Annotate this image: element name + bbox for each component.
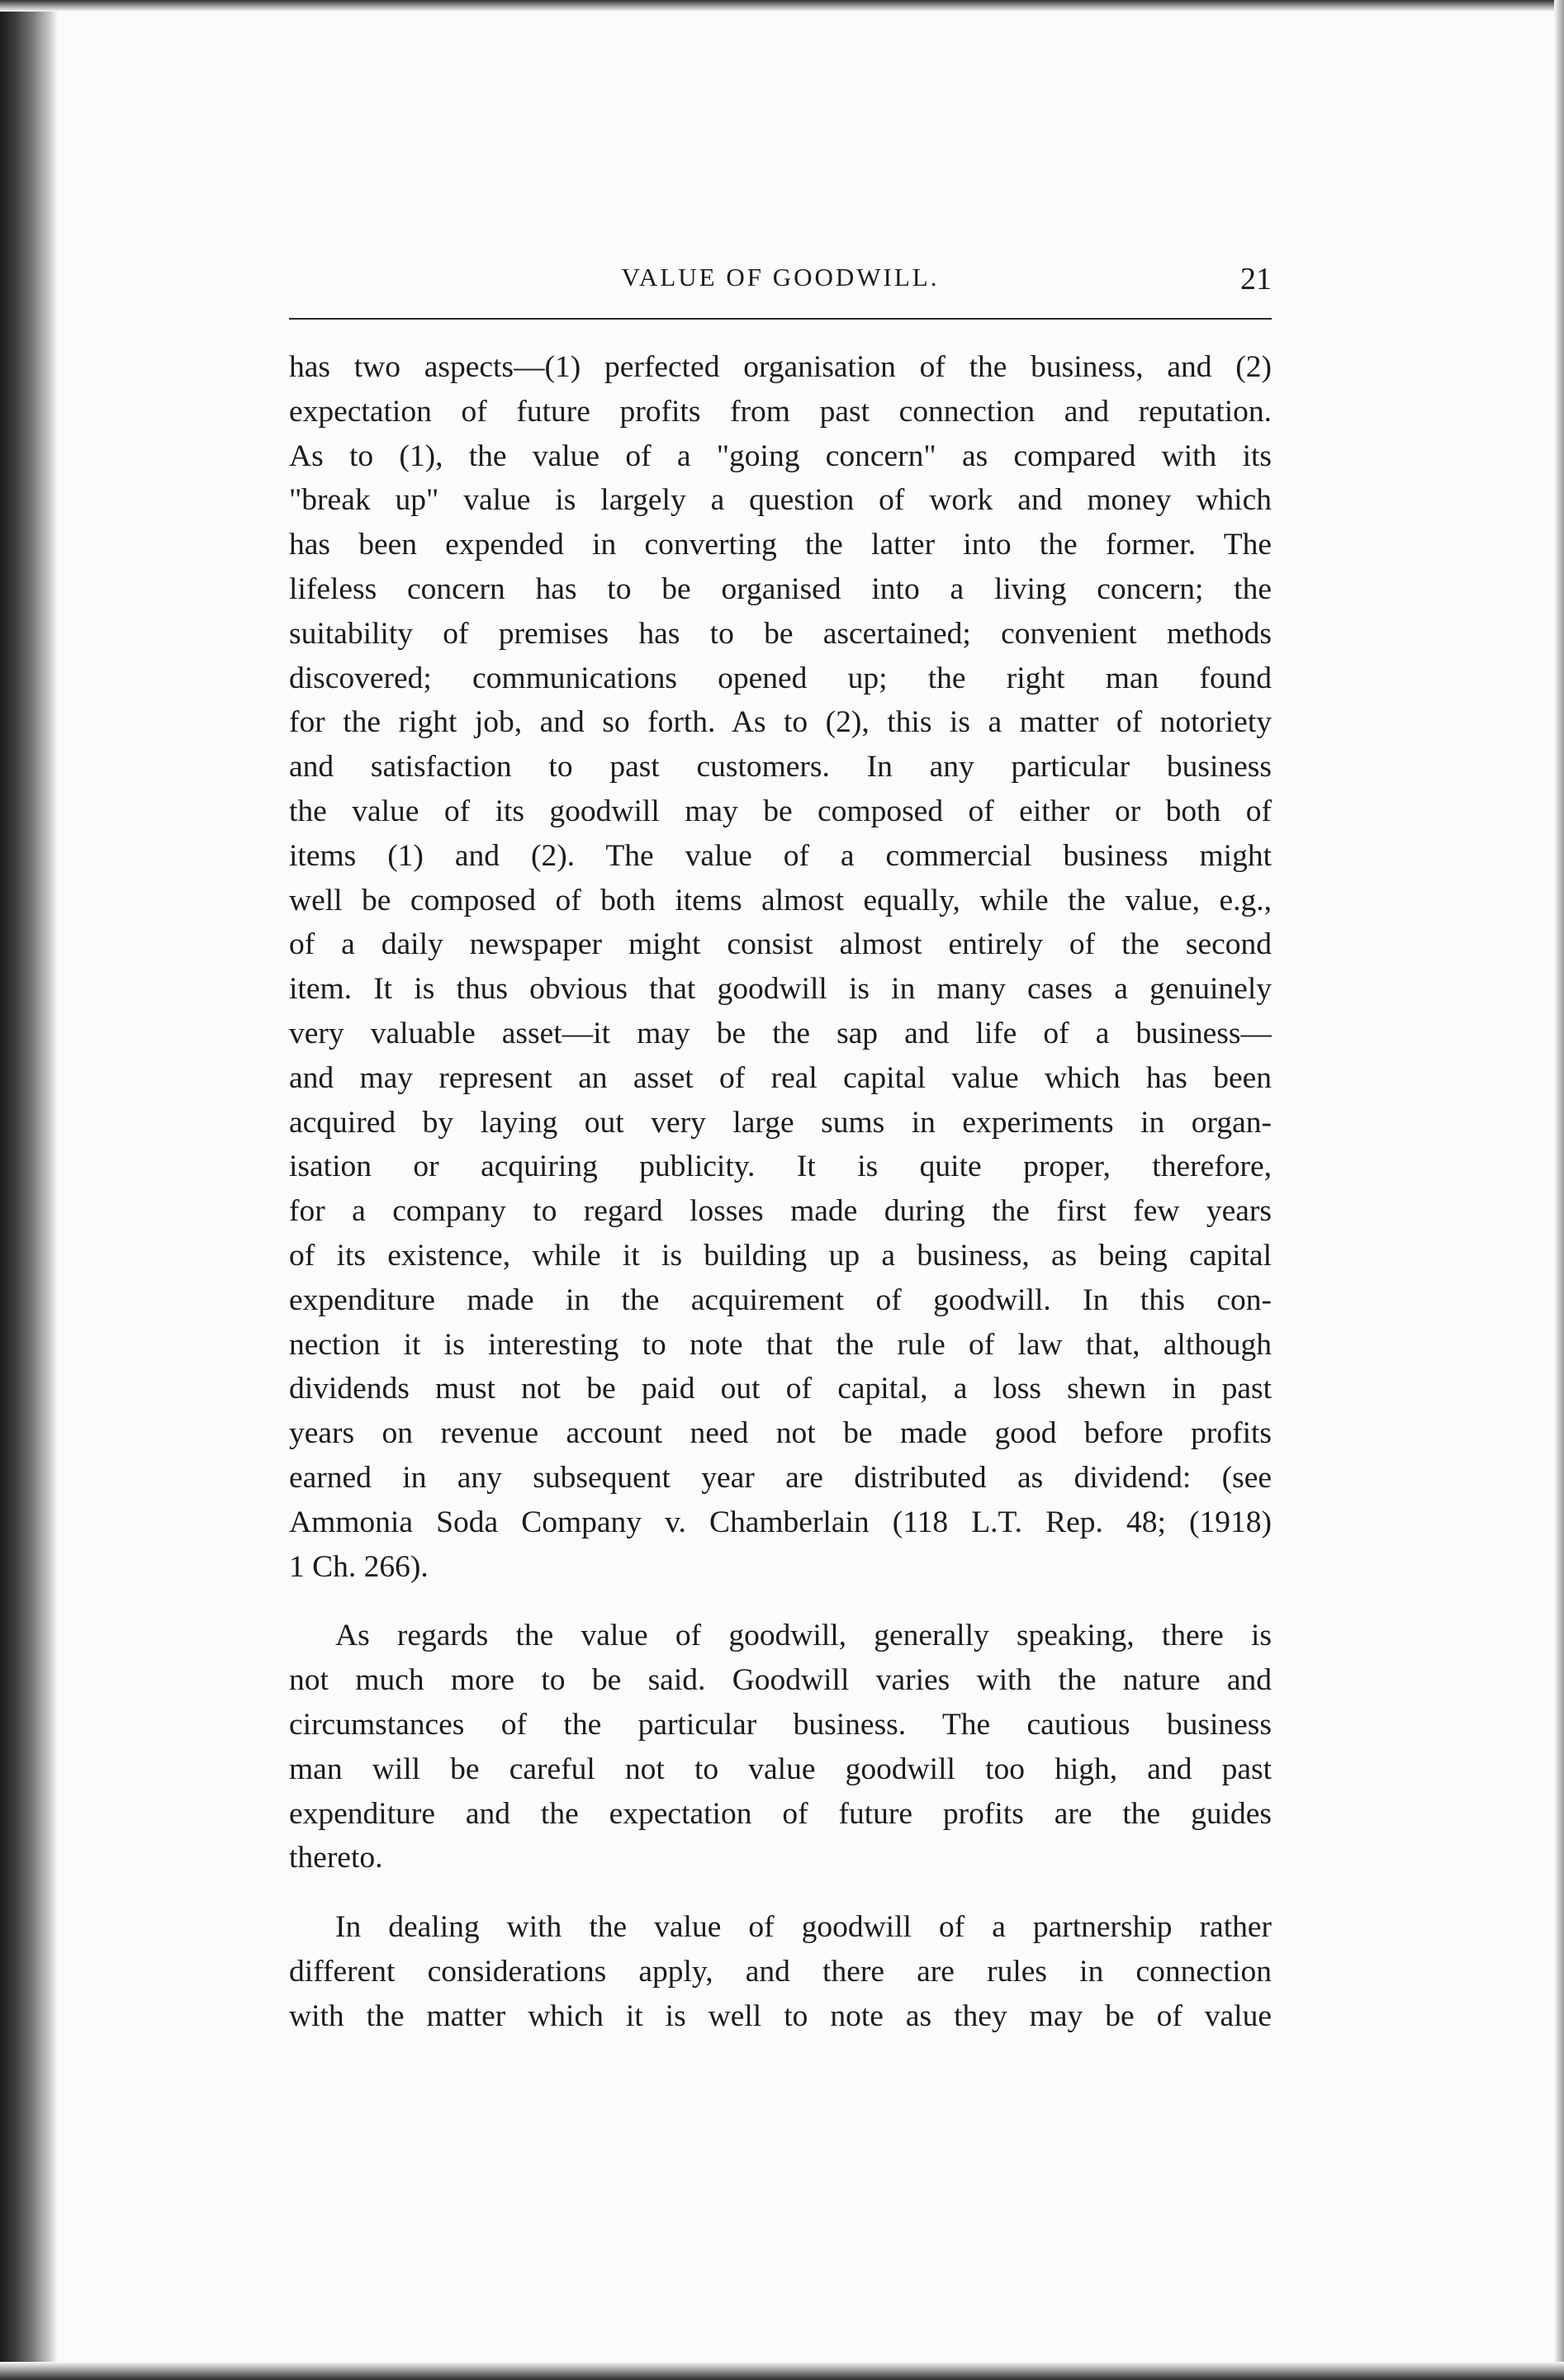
paragraph-1 <box>289 345 1272 1589</box>
text-line: thereto. <box>289 1841 383 1875</box>
text-line: expenditure and the expectation of future profits are the guides <box>289 1796 1272 1831</box>
text-line: for the right job, and so forth. As to (2), this is a matter of notoriety <box>289 705 1272 740</box>
text-line: and may represent an asset of real capital value which has been <box>289 1060 1272 1095</box>
text-line: 1 Ch. 266). <box>289 1549 429 1584</box>
page-gutter-shadow <box>0 0 58 2380</box>
text-line: dividends must not be paid out of capital, a loss shewn in past <box>289 1372 1272 1406</box>
text-line: the value of its goodwill may be composed of either or both of <box>289 794 1272 828</box>
text-line: nection it is interesting to note that the rule of law that, although <box>289 1327 1272 1362</box>
text-line: different considerations apply, and there are rules in connection <box>289 1954 1272 1989</box>
paragraph-2 <box>289 1614 1272 1880</box>
text-line: As regards the value of goodwill, generally speaking, there is <box>335 1619 1272 1653</box>
text-line: years on revenue account need not be made good before profits <box>289 1416 1272 1451</box>
text-line: suitability of premises has to be ascertained; convenient methods <box>289 616 1272 651</box>
running-title: VALUE OF GOODWILL. <box>621 263 940 292</box>
page-right-edge <box>1554 0 1564 2380</box>
text-line: very valuable asset—it may be the sap and life of a business— <box>289 1016 1272 1050</box>
text-line: expectation of future profits from past connection and reputation. <box>289 394 1272 429</box>
body-text <box>289 345 1272 2038</box>
page-bottom-edge <box>0 2362 1564 2380</box>
text-line: earned in any subsequent year are distributed as dividend: (see <box>289 1460 1272 1495</box>
text-line: acquired by laying out very large sums in experiments in organ- <box>289 1105 1272 1140</box>
text-line: and satisfaction to past customers. In any particular business <box>289 750 1272 785</box>
paragraph-3 <box>289 1905 1272 2038</box>
text-line: not much more to be said. Goodwill varies with the nature and <box>289 1663 1272 1698</box>
text-line: circumstances of the particular business. The cautious business <box>289 1707 1272 1742</box>
text-line: Ammonia Soda Company v. Chamberlain (118 L.T. Rep. 48; (1918) <box>289 1505 1272 1539</box>
text-line: has two aspects—(1) perfected organisation of the business, and (2) <box>289 350 1272 384</box>
page-number: 21 <box>1240 262 1272 296</box>
page-top-edge <box>0 0 1564 12</box>
text-line: lifeless concern has to be organised into a living concern; the <box>289 571 1272 606</box>
text-line: items (1) and (2). The value of a commercial business might <box>289 838 1272 873</box>
header-rule <box>289 318 1272 320</box>
text-line: item. It is thus obvious that goodwill is in many cases a genuinely <box>289 972 1272 1007</box>
page-header <box>289 263 1272 312</box>
text-line: man will be careful not to value goodwill too high, and past <box>289 1752 1272 1786</box>
text-line: has been expended in converting the latter into the former. The <box>289 528 1272 562</box>
text-line: As to (1), the value of a "going concern" as compared with its <box>289 439 1272 473</box>
text-line: "break up" value is largely a question of work and money which <box>289 483 1272 518</box>
text-line: well be composed of both items almost equally, while the value, e.g., <box>289 883 1272 917</box>
text-line: In dealing with the value of goodwill of a partnership rather <box>335 1910 1272 1945</box>
text-line: isation or acquiring publicity. It is quite proper, therefore, <box>289 1150 1272 1184</box>
text-line: of its existence, while it is building up a business, as being capital <box>289 1238 1272 1273</box>
text-line: of a daily newspaper might consist almost entirely of the second <box>289 927 1272 962</box>
text-line: for a company to regard losses made during the first few years <box>289 1194 1272 1229</box>
text-line: expenditure made in the acquirement of goodwill. In this con- <box>289 1282 1272 1317</box>
text-line: with the matter which it is well to note as they may be of value <box>289 1998 1272 2033</box>
text-line: discovered; communications opened up; the right man found <box>289 661 1272 695</box>
